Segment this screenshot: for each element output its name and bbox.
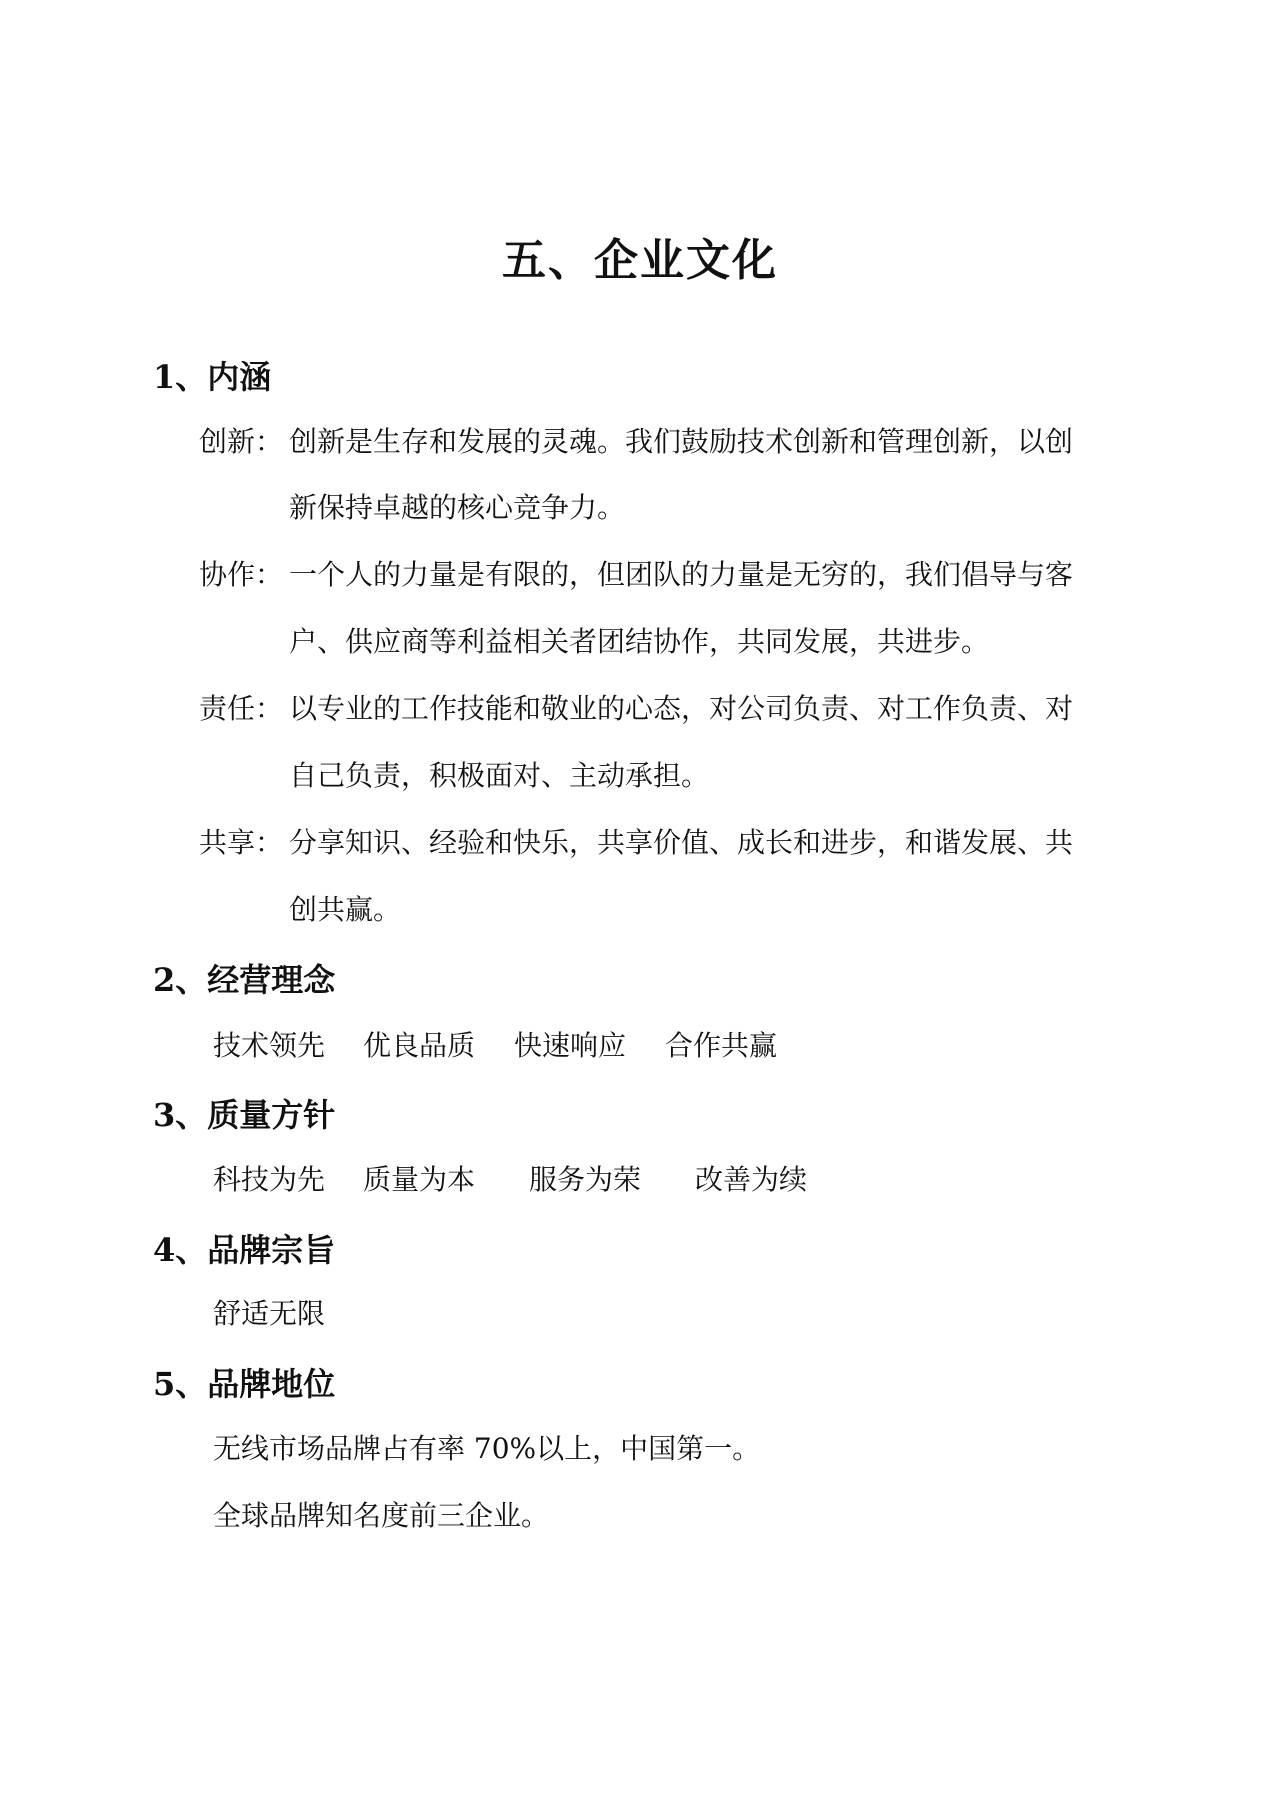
section-heading-connotation: 1、内涵	[153, 358, 272, 396]
brand-purpose-text: 舒适无限	[213, 1297, 326, 1330]
term-label: 责任：	[199, 692, 284, 725]
term-text: 一个人的力量是有限的，但团队的力量是无穷的，我们倡导与客	[289, 558, 1074, 591]
term-continuation: 创共赢。	[289, 893, 402, 926]
term-sharing	[199, 823, 1073, 863]
section-heading-brand-position: 5、品牌地位	[153, 1365, 336, 1403]
quality-item: 质量为本	[363, 1163, 476, 1196]
quality-item: 科技为先	[213, 1163, 326, 1196]
quality-item: 改善为续	[695, 1163, 808, 1196]
term-label: 创新：	[199, 425, 284, 458]
term-text: 以专业的工作技能和敬业的心态，对公司负责、对工作负责、对	[289, 692, 1074, 725]
philosophy-list	[213, 1026, 777, 1066]
term-continuation: 户、供应商等利益相关者团结协作，共同发展，共进步。	[289, 625, 990, 658]
quality-list	[213, 1160, 807, 1200]
term-innovation	[199, 422, 1073, 462]
philosophy-item: 合作共赢	[665, 1029, 778, 1062]
term-text: 分享知识、经验和快乐，共享价值、成长和进步，和谐发展、共	[289, 826, 1074, 859]
section-heading-quality: 3、质量方针	[153, 1096, 336, 1134]
section-heading-brand-purpose: 4、品牌宗旨	[153, 1231, 336, 1269]
term-label: 协作：	[199, 558, 284, 591]
section-heading-philosophy: 2、经营理念	[153, 961, 336, 999]
philosophy-item: 技术领先	[213, 1029, 326, 1062]
term-continuation: 自己负责，积极面对、主动承担。	[289, 759, 710, 792]
term-continuation: 新保持卓越的核心竞争力。	[289, 491, 626, 524]
page-title: 五、企业文化	[502, 235, 778, 286]
philosophy-item: 快速响应	[514, 1029, 627, 1062]
term-label: 共享：	[199, 826, 284, 859]
term-responsibility	[199, 689, 1073, 729]
brand-position-line: 全球品牌知名度前三企业。	[213, 1499, 550, 1532]
quality-item: 服务为荣	[529, 1163, 642, 1196]
brand-position-line: 无线市场品牌占有率 70%以上，中国第一。	[213, 1432, 761, 1465]
philosophy-item: 优良品质	[363, 1029, 476, 1062]
term-collaboration	[199, 555, 1073, 595]
term-text: 创新是生存和发展的灵魂。我们鼓励技术创新和管理创新，以创	[289, 425, 1074, 458]
